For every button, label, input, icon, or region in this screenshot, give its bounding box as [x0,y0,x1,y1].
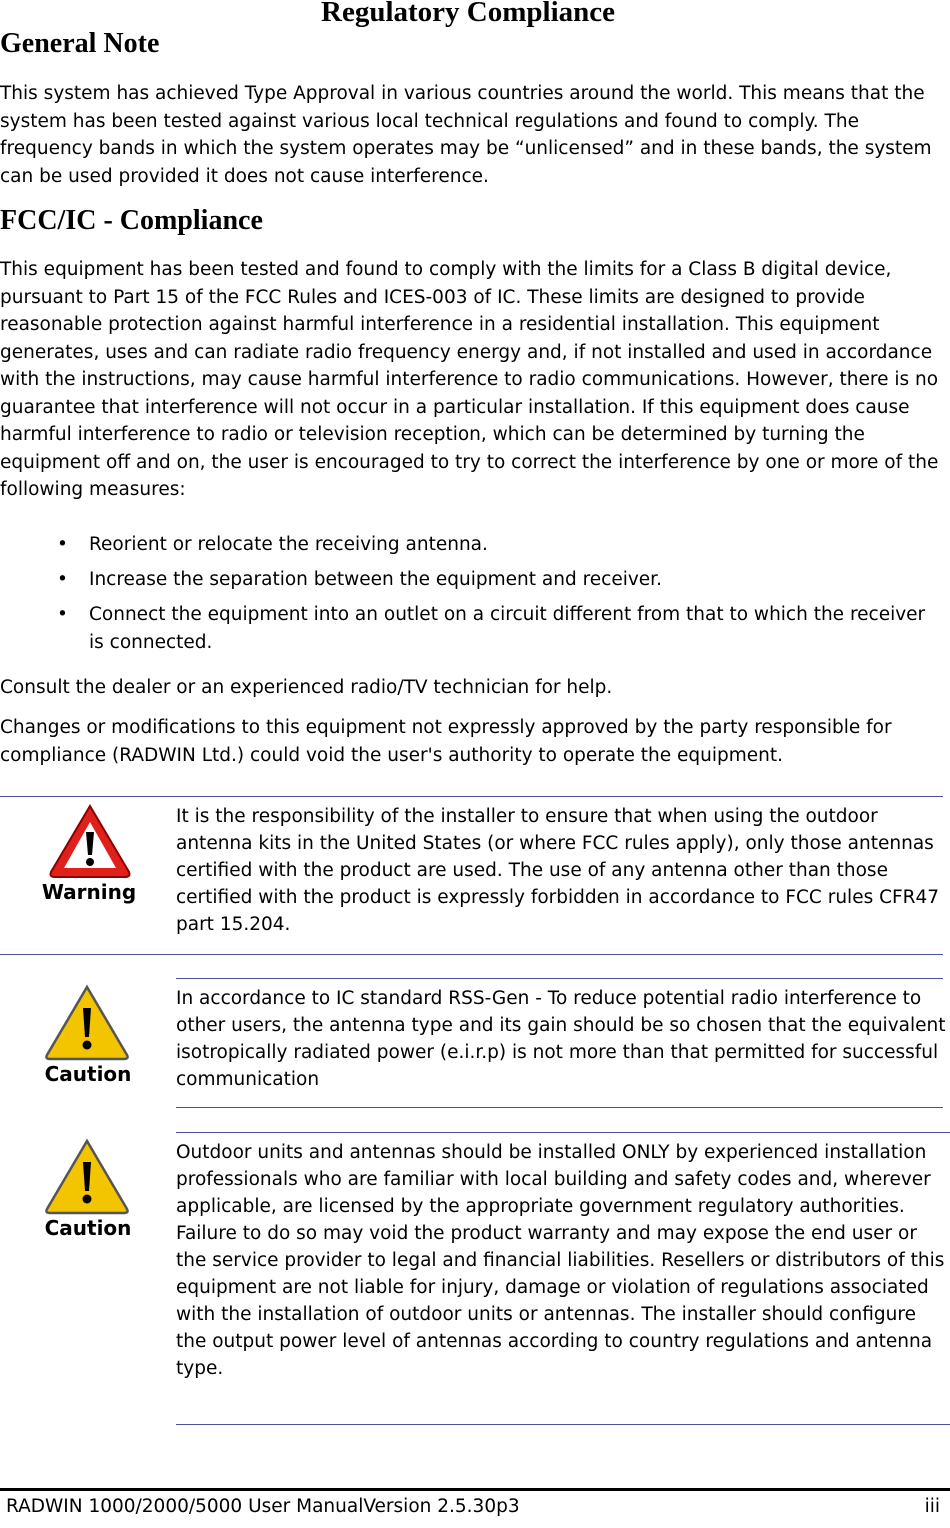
caution-label: Caution [44,1062,132,1086]
page-title: Regulatory Compliance [321,0,615,28]
list-item-text: Connect the equipment into an outlet on a circuit different from that to which the receiver is connected. [89,604,926,653]
notice-bottom-rule [0,954,943,955]
measures-list [0,531,945,664]
fcc-text: This equipment has been tested and found to comply with the limits for a Class B digital device, pursuant to Part 15 of the FCC Rules and ICES-003 of IC. These limits are designed to provide reasonable protection against harmful interference in a residential installation. This equipment generates, uses and can radiate radio frequency energy and, if not installed and used in accordance with the instructions, may cause harmful interference to radio communications. However, there is no guarantee that interference will not occur in a particular installation. If this equipment does cause harmful interference to radio or television reception, which can be determined by turning the equipment off and on, the user is encouraged to try to correct the interference by one or more of the following measures: [0,259,939,500]
fcc-heading: FCC/IC - Compliance [0,205,263,236]
changes-text: Changes or modifications to this equipment not expressly approved by the party responsible for compliance (RADWIN Ltd.) could void the user's authority to operate the equipment. [0,717,892,766]
list-item-text: Increase the separation between the equipment and receiver. [89,569,662,590]
caution-icon [42,982,132,1062]
consult-text: Consult the dealer or an experienced radio/TV technician for help. [0,677,613,698]
warning-label: Warning [41,880,137,904]
bullet-icon: • [57,604,68,625]
bullet-icon: • [57,569,68,590]
caution-text: In accordance to IC standard RSS-Gen - To reduce potential radio interference to other users, the antenna type and its gain should be so chosen that the equivalent isotropically radiated power (e.i.r.p) is not more than that permitted for successful communication [176,988,946,1090]
caution-text: Outdoor units and antennas should be installed ONLY by experienced installation professionals who are familiar with local building and safety codes and, wherever applicable, are licensed by the appropriate government regulatory authorities. Failure to do so may void the product warranty and may expose the end user or the service provider to legal and financial liabilities. Resellers or distributors of this equipment are not liable for injury, damage or violation of regulations associated with the installation of outdoor units or antennas. The installer should configure the output power level of antennas according to country regulations and antenna type. [176,1142,945,1379]
footer-manual-version: RADWIN 1000/2000/5000 User ManualVersion 2.5.30p3 [6,1496,520,1517]
footer-rule [0,1488,950,1491]
list-item [0,601,945,656]
notice-bottom-rule [176,1107,943,1108]
list-item-text: Reorient or relocate the receiving antenna. [89,534,488,555]
warning-icon [45,800,135,880]
bullet-icon: • [57,534,68,555]
notice-bottom-rule [176,1424,950,1425]
general-note-heading: General Note [0,28,160,59]
warning-text: It is the responsibility of the installer to ensure that when using the outdoor antenna kits in the United States (or where FCC rules apply), only those antennas certified with the product are used. The use of any antenna other than those certified with the product is expressly forbidden in accordance to FCC rules CFR47 part 15.204. [176,806,940,935]
list-item [0,531,945,559]
list-item [0,566,945,594]
page-number: iii [924,1496,940,1517]
caution-label: Caution [44,1216,132,1240]
notice-top-rule [176,978,943,979]
notice-top-rule [176,1132,950,1133]
caution-icon [42,1136,132,1216]
notice-top-rule [0,796,943,797]
general-note-text: This system has achieved Type Approval in various countries around the world. This means that the system has been tested against various local technical regulations and found to comply. The frequency bands in which the system operates may be “unlicensed” and in these bands, the system can be used provided it does not cause interference. [0,83,932,187]
